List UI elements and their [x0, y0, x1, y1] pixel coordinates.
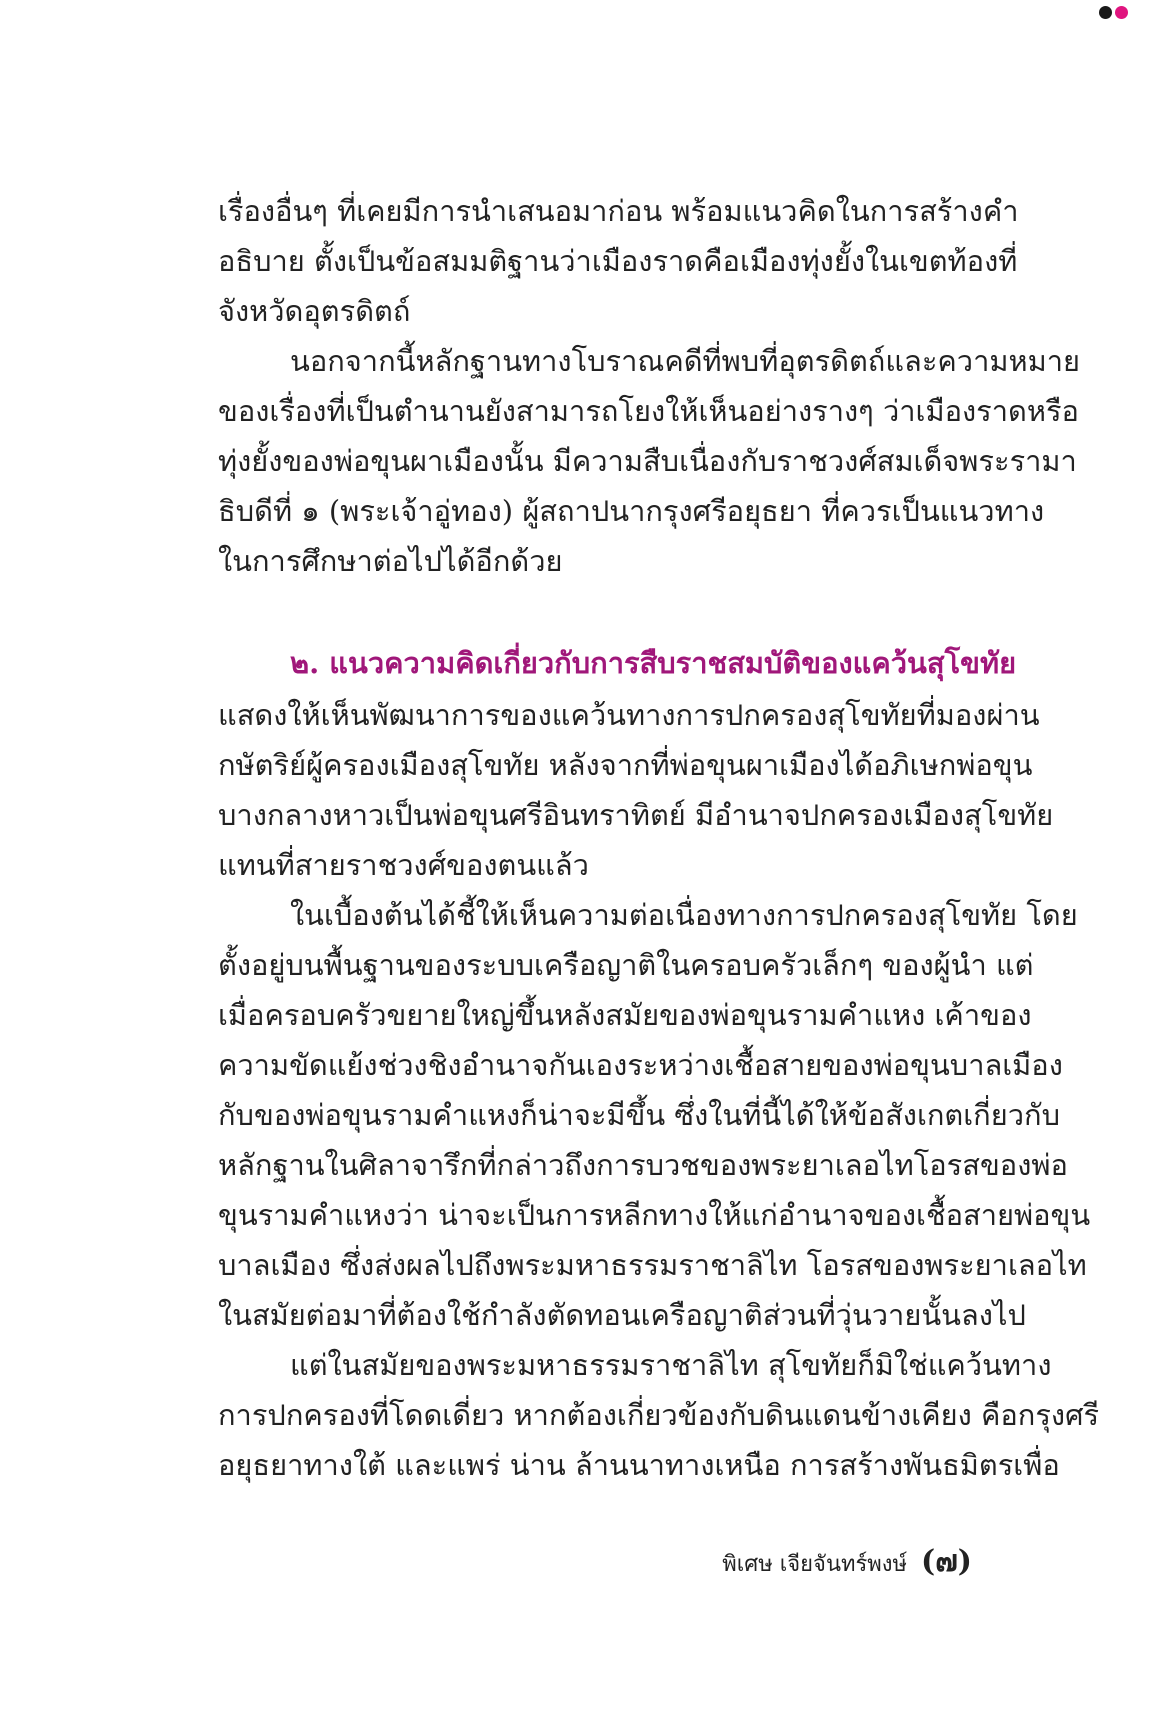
text-line: ขุนรามคำแหงว่า น่าจะเป็นการหลีกทางให้แก่อำนาจของเชื้อสายพ่อขุน	[218, 1198, 1091, 1232]
text-line: กับของพ่อขุนรามคำแหงก็น่าจะมีขึ้น ซึ่งในที่นี้ได้ให้ข้อสังเกตเกี่ยวกับ	[218, 1098, 1060, 1132]
dot-pink-icon	[1115, 6, 1128, 19]
text-line: ทุ่งยั้งของพ่อขุนผาเมืองนั้น มีความสืบเนื่องกับราชวงศ์สมเด็จพระรามา	[218, 444, 1077, 478]
paragraph-block-1	[218, 186, 1080, 586]
corner-dots	[1099, 6, 1128, 19]
footer-author: พิเศษ เจียจันทร์พงษ์	[722, 1552, 908, 1577]
text-line: แต่ในสมัยของพระมหาธรรมราชาลิไท สุโขทัยก็มิใช่แคว้นทาง	[290, 1348, 1052, 1382]
text-line: ตั้งอยู่บนพื้นฐานของระบบเครือญาติในครอบครัวเล็กๆ ของผู้นำ แต่	[218, 948, 1034, 982]
text-line: นอกจากนี้หลักฐานทางโบราณคดีที่พบที่อุตรดิตถ์และความหมาย	[290, 344, 1080, 378]
text-line: การปกครองที่โดดเดี่ยว หากต้องเกี่ยวข้องกับดินแดนข้างเคียง คือกรุงศรี	[218, 1398, 1100, 1432]
dot-dark-icon	[1099, 6, 1112, 19]
text-line: อธิบาย ตั้งเป็นข้อสมมติฐานว่าเมืองราดคือเมืองทุ่งยั้งในเขตท้องที่	[218, 244, 1018, 278]
section-2	[218, 636, 1100, 1490]
text-line: ในเบื้องต้นได้ชี้ให้เห็นความต่อเนื่องทางการปกครองสุโขทัย โดย	[290, 898, 1078, 932]
text-line: แสดงให้เห็นพัฒนาการของแคว้นทางการปกครองสุโขทัยที่มองผ่าน	[218, 698, 1040, 732]
text-line: ในสมัยต่อมาที่ต้องใช้กำลังตัดทอนเครือญาติส่วนที่วุ่นวายนั้นลงไป	[218, 1298, 1026, 1332]
text-line: ในการศึกษาต่อไปได้อีกด้วย	[218, 544, 563, 578]
page-number: (๗)	[921, 1544, 972, 1579]
text-line: จังหวัดอุตรดิตถ์	[218, 294, 411, 328]
text-line: ธิบดีที่ ๑ (พระเจ้าอู่ทอง) ผู้สถาปนากรุงศรีอยุธยา ที่ควรเป็นแนวทาง	[218, 494, 1045, 528]
text-line: เรื่องอื่นๆ ที่เคยมีการนำเสนอมาก่อน พร้อมแนวคิดในการสร้างคำ	[218, 194, 1019, 228]
text-line: ความขัดแย้งช่วงชิงอำนาจกันเองระหว่างเชื้อสายของพ่อขุนบาลเมือง	[218, 1048, 1063, 1082]
text-line: บาลเมือง ซึ่งส่งผลไปถึงพระมหาธรรมราชาลิไท โอรสของพระยาเลอไท	[218, 1248, 1087, 1282]
text-line: แทนที่สายราชวงศ์ของตนแล้ว	[218, 848, 589, 882]
page-footer	[722, 1538, 972, 1585]
text-line: กษัตริย์ผู้ครองเมืองสุโขทัย หลังจากที่พ่อขุนผาเมืองได้อภิเษกพ่อขุน	[218, 748, 1033, 782]
text-line: บางกลางหาวเป็นพ่อขุนศรีอินทราทิตย์ มีอำนาจปกครองเมืองสุโขทัย	[218, 798, 1054, 832]
text-line: ของเรื่องที่เป็นตำนานยังสามารถโยงให้เห็นอย่างรางๆ ว่าเมืองราดหรือ	[218, 394, 1079, 428]
section-heading: ๒. แนวความคิดเกี่ยวกับการสืบราชสมบัติของแคว้นสุโขทัย	[290, 646, 1017, 680]
text-line: อยุธยาทางใต้ และแพร่ น่าน ล้านนาทางเหนือ การสร้างพันธมิตรเพื่อ	[218, 1448, 1060, 1482]
text-line: เมื่อครอบครัวขยายใหญ่ขึ้นหลังสมัยของพ่อขุนรามคำแหง เค้าของ	[218, 998, 1032, 1032]
text-line: หลักฐานในศิลาจารึกที่กล่าวถึงการบวชของพระยาเลอไทโอรสของพ่อ	[218, 1148, 1068, 1182]
